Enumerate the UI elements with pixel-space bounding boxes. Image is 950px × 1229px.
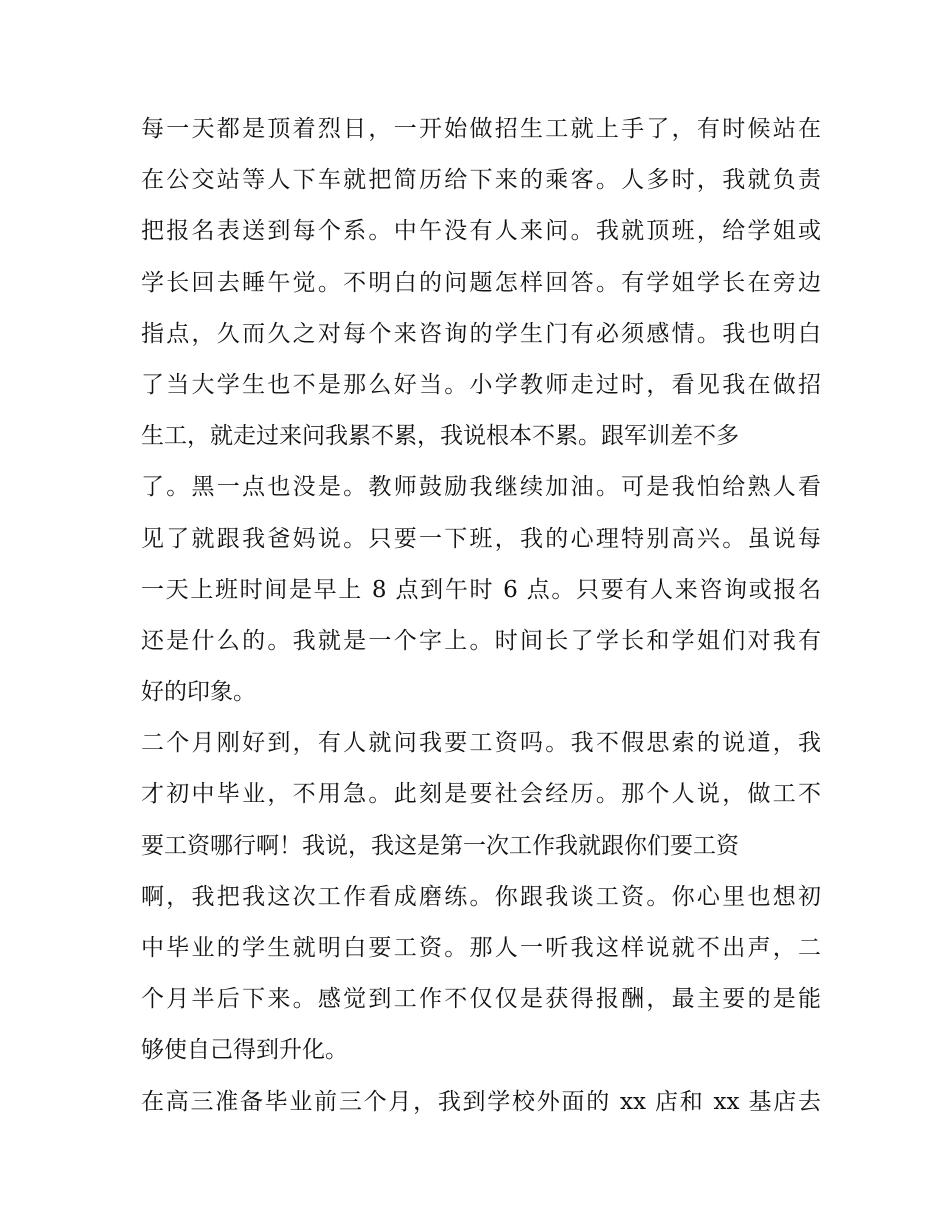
text-line: 指点，久而久之对每个来咨询的学生门有必须感情。我也明白: [141, 320, 821, 347]
document-body: [141, 104, 821, 1128]
text-line: 才初中毕业，不用急。此刻是要社会经历。那个人说，做工不: [141, 781, 821, 808]
text-line: 把报名表送到每个系。中午没有人来问。我就顶班，给学姐或: [141, 218, 821, 245]
text-line: 个月半后下来。感觉到工作不仅仅是获得报酬，最主要的是能: [141, 986, 821, 1013]
text-line: 中毕业的学生就明白要工资。那人一听我这样说就不出声，二: [141, 935, 821, 961]
text-line: 见了就跟我爸妈说。只要一下班，我的心理特别高兴。虽说每: [141, 525, 821, 552]
text-line: 在高三准备毕业前三个月，我到学校外面的 xx 店和 xx 基店去: [141, 1088, 821, 1115]
text-line: 生工，就走过来问我累不累，我说根本不累。跟军训差不多: [141, 423, 739, 450]
text-line: 啊，我把我这次工作看成磨练。你跟我谈工资。你心里也想初: [141, 883, 821, 910]
paragraph-end-line: 好的印象。: [141, 679, 256, 706]
text-line: 了。黑一点也没是。教师鼓励我继续加油。可是我怕给熟人看: [141, 474, 821, 501]
text-line: 还是什么的。我就是一个字上。时间长了学长和学姐们对我有: [141, 627, 821, 654]
text-line: 了当大学生也不是那么好当。小学教师走过时，看见我在做招: [141, 371, 821, 398]
text-line: 一天上班时间是早上 8 点到午时 6 点。只要有人来咨询或报名: [141, 576, 821, 603]
text-line: 学长回去睡午觉。不明白的问题怎样回答。有学姐学长在旁边: [141, 269, 821, 296]
text-line: 二个月刚好到，有人就问我要工资吗。我不假思索的说道，我: [141, 730, 821, 757]
paragraph-end-line: 够使自己得到升化。: [141, 1037, 348, 1064]
text-line: 在公交站等人下车就把简历给下来的乘客。人多时，我就负责: [141, 167, 821, 194]
text-line: 每一天都是顶着烈日，一开始做招生工就上手了，有时候站在: [141, 116, 821, 142]
text-line: 要工资哪行啊！我说，我这是第一次工作我就跟你们要工资: [141, 832, 739, 859]
